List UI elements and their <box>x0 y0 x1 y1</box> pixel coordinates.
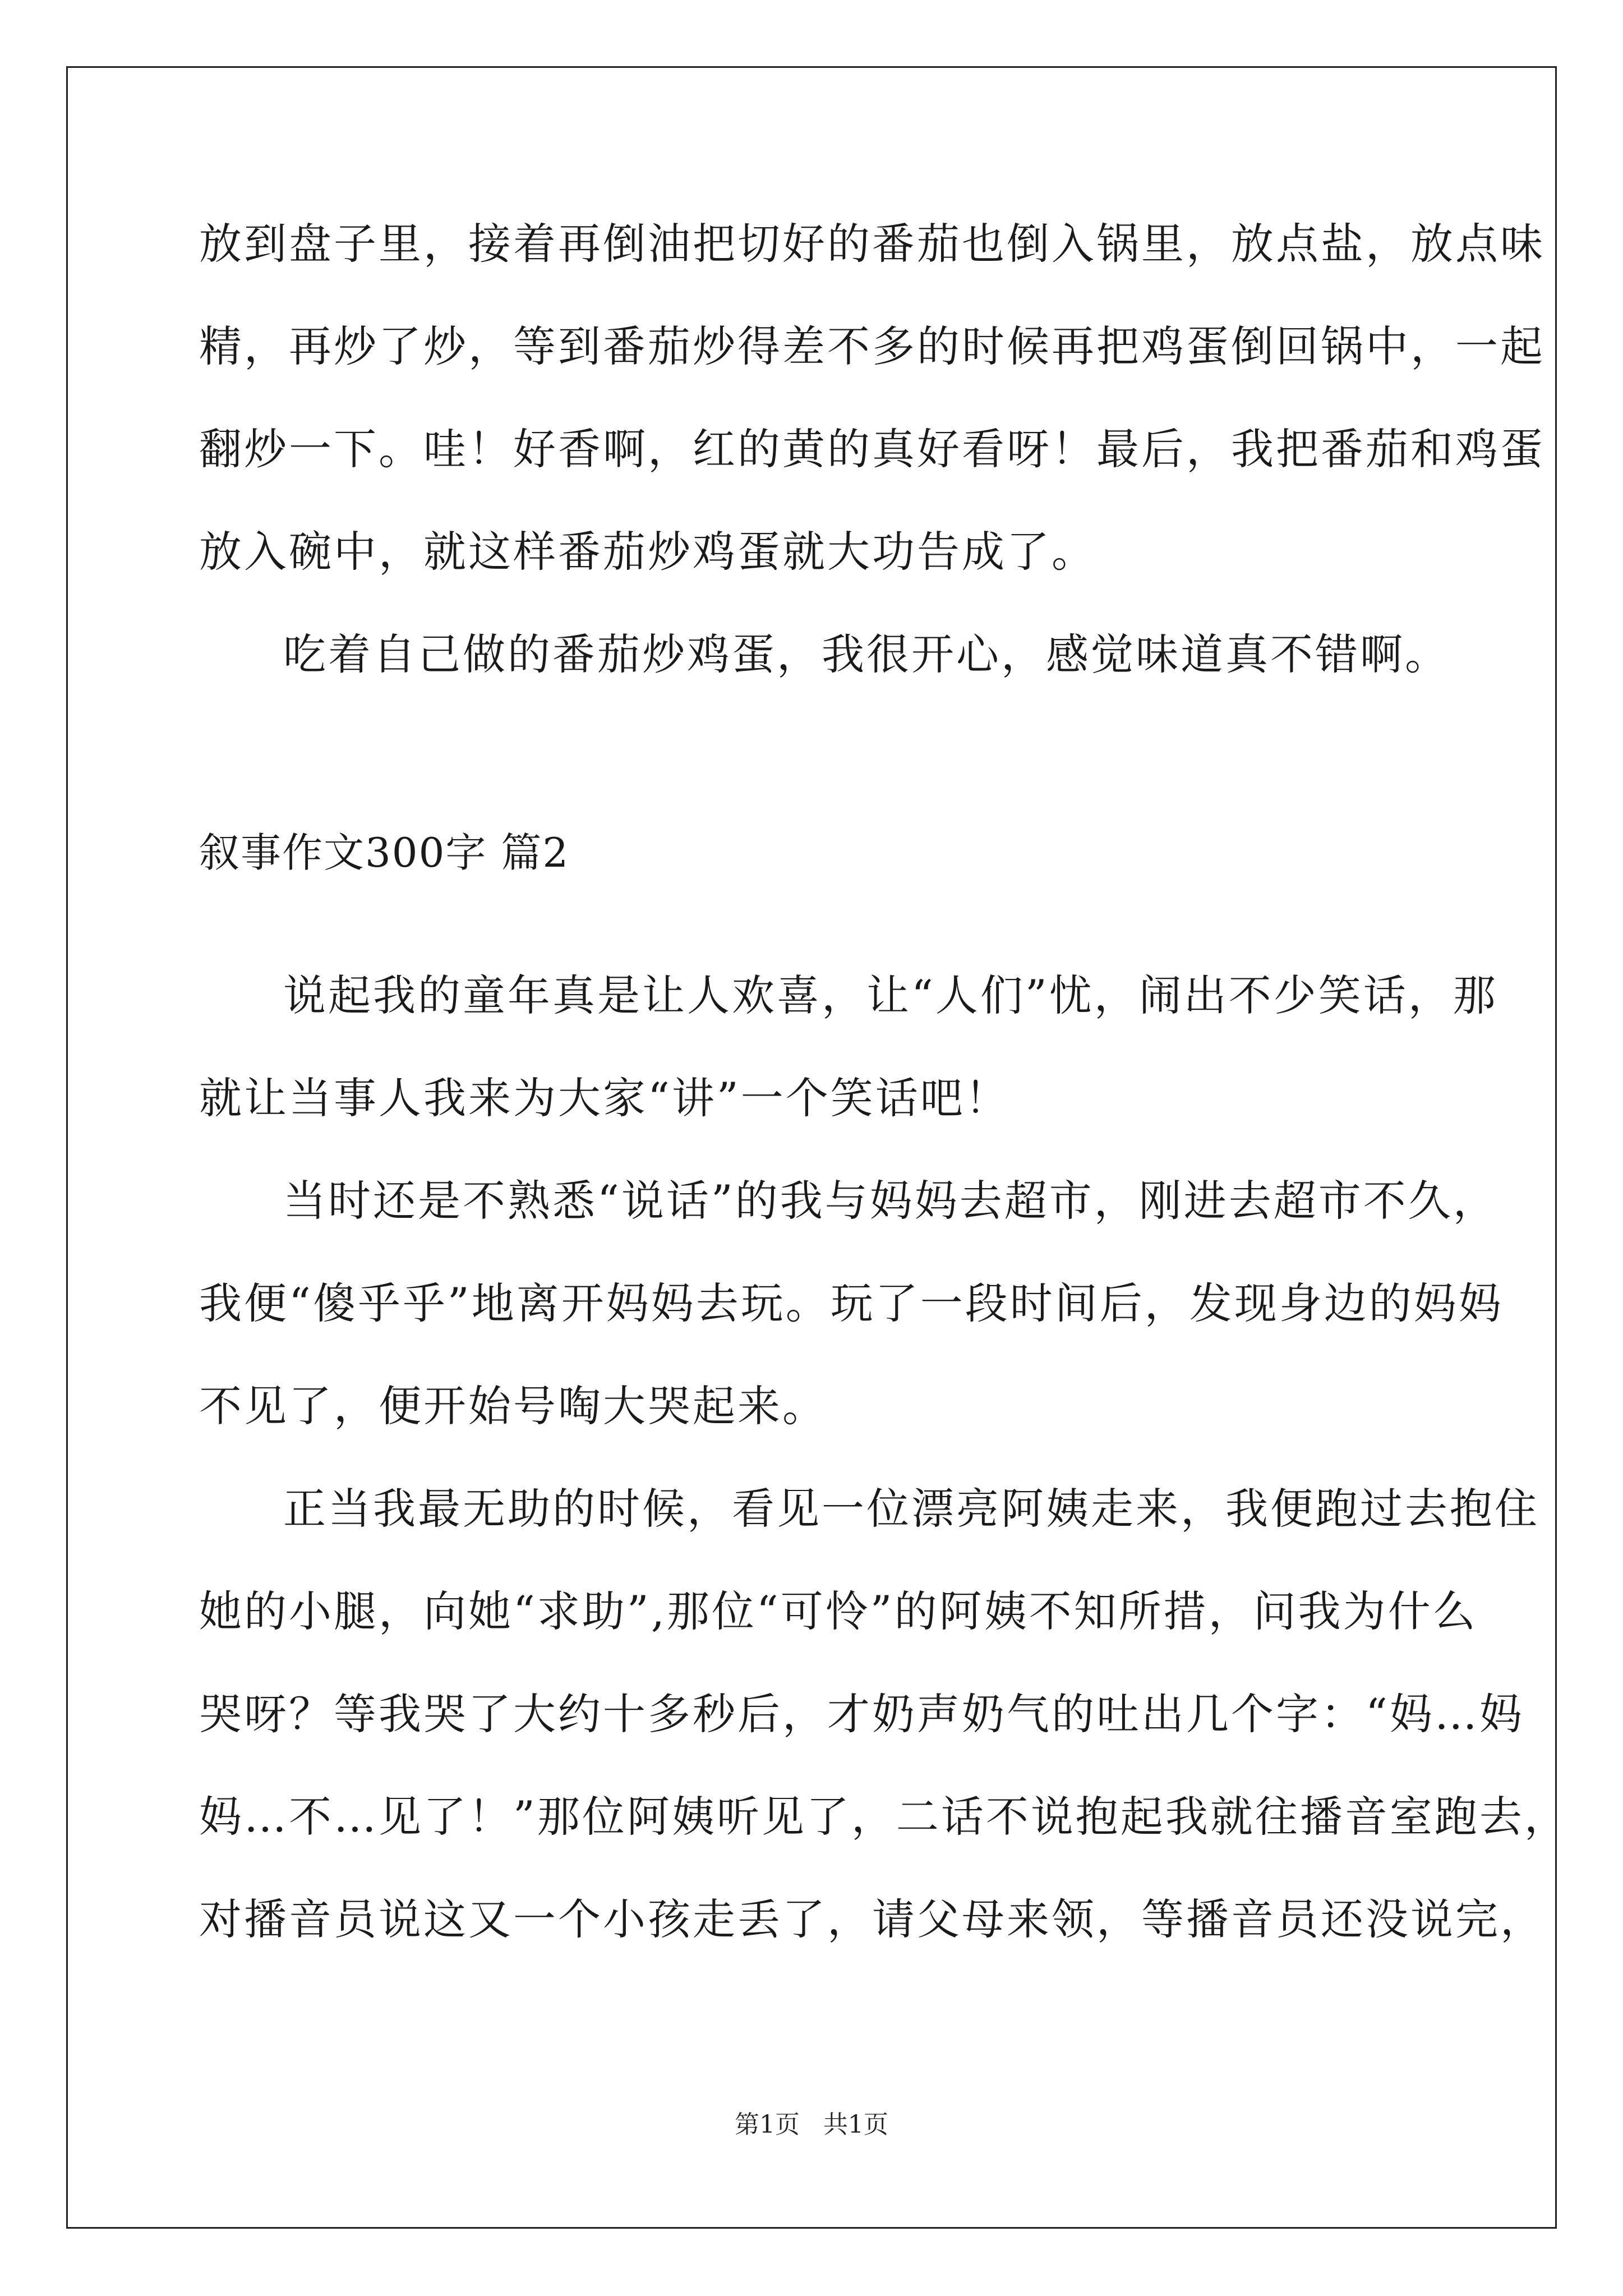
text-line: 翻炒一下。哇！好香啊，红的黄的真好看呀！最后，我把番茄和鸡蛋 <box>199 424 1545 474</box>
text-line: 正当我最无助的时候，看见一位漂亮阿姨走来，我便跑过去抱住 <box>283 1484 1539 1534</box>
text-line: 就让当事人我来为大家“讲”一个笑话吧！ <box>199 1073 1010 1123</box>
text-line: 放入碗中，就这样番茄炒鸡蛋就大功告成了。 <box>199 527 1096 577</box>
section-heading: 叙事作文300字 篇2 <box>199 829 570 876</box>
text-line: 吃着自己做的番茄炒鸡蛋，我很开心，感觉味道真不错啊。 <box>283 629 1450 679</box>
text-line: 妈…不…见了！”那位阿姨听见了，二话不说抱起我就往播音室跑去， <box>199 1792 1569 1842</box>
page-footer: 第1页 共1页 <box>735 2110 888 2139</box>
text-line: 精，再炒了炒，等到番茄炒得差不多的时候再把鸡蛋倒回锅中，一起 <box>199 321 1545 371</box>
text-line: 对播音员说这又一个小孩走丢了，请父母来领，等播音员还没说完， <box>199 1894 1545 1944</box>
text-line: 不见了，便开始号啕大哭起来。 <box>199 1381 827 1431</box>
text-line: 哭呀？等我哭了大约十多秒后，才奶声奶气的吐出几个字：“妈…妈 <box>199 1689 1524 1739</box>
text-line: 当时还是不熟悉“说话”的我与妈妈去超市，刚进去超市不久， <box>283 1176 1498 1226</box>
text-line: 放到盘子里，接着再倒油把切好的番茄也倒入锅里，放点盐，放点味 <box>199 219 1545 269</box>
text-line: 说起我的童年真是让人欢喜，让“人们”忧，闹出不少笑话，那 <box>283 970 1498 1020</box>
text-line: 我便“傻乎乎”地离开妈妈去玩。玩了一段时间后，发现身边的妈妈 <box>199 1278 1504 1328</box>
text-line: 她的小腿，向她“求助”,那位“可怜”的阿姨不知所措，问我为什么 <box>199 1586 1478 1636</box>
